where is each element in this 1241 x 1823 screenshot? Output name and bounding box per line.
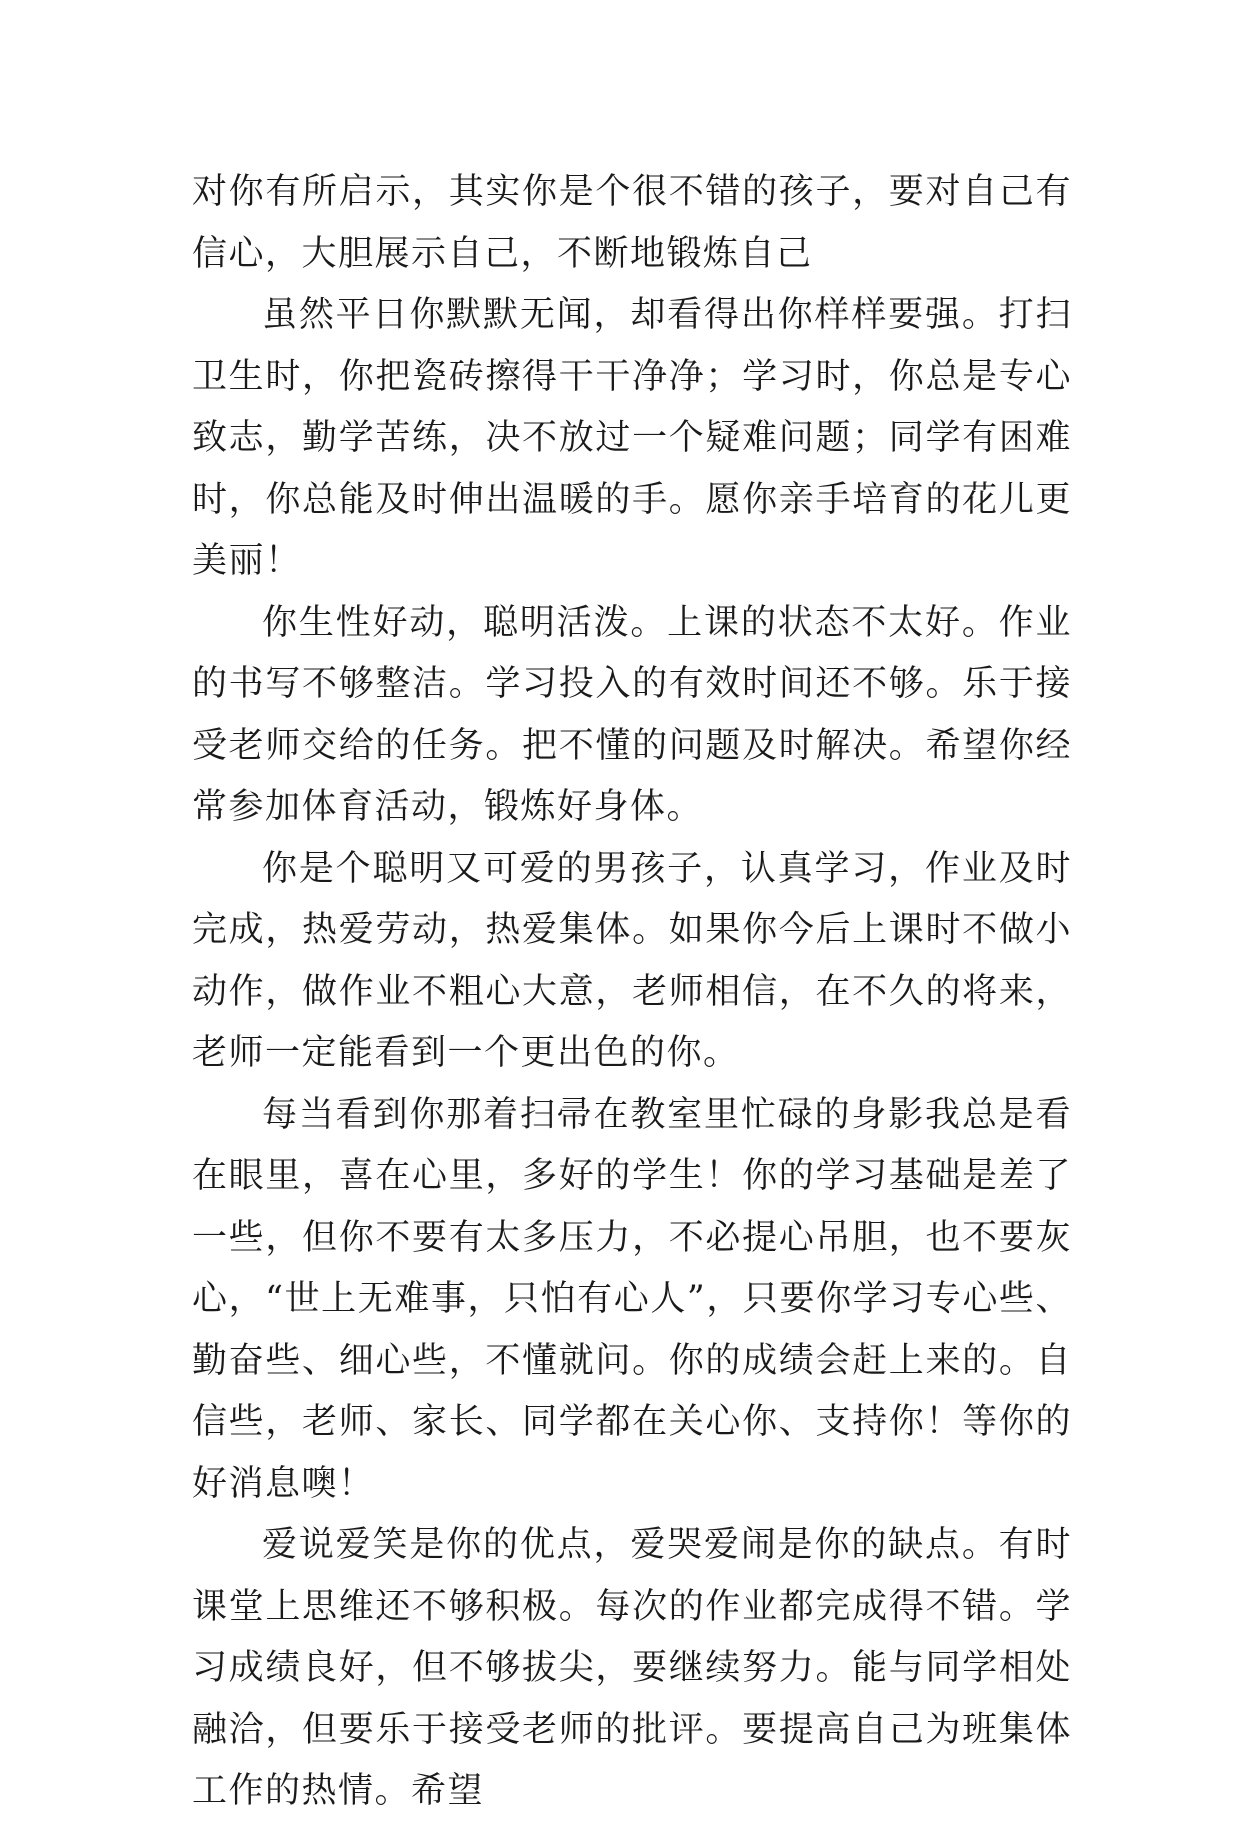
paragraph-comment-3: 你是个聪明又可爱的男孩子，认真学习，作业及时完成，热爱劳动，热爱集体。如果你今后上课时不做小动作，做作业不粗心大意，老师相信，在不久的将来，老师一定能看到一个更出色的你。 [192,848,1072,1073]
paragraph-continued: 对你有所启示，其实你是个很不错的孩子，要对自己有信心，大胆展示自己，不断地锻炼自己 [192,172,1072,274]
paragraph-comment-4: 每当看到你那着扫帚在教室里忙碌的身影我总是看在眼里，喜在心里，多好的学生！你的学习基础是差了一些，但你不要有太多压力，不必提心吊胆，也不要灰心，“世上无难事，只怕有心人”，只要你学习专心些、勤奋些、细心些，不懂就问。你的成绩会赶上来的。自信些，老师、家长、同学都在关心你、支持你！等你的好消息噢！ [192,1094,1072,1504]
paragraph-comment-2: 你生性好动，聪明活泼。上课的状态不太好。作业的书写不够整洁。学习投入的有效时间还不够。乐于接受老师交给的任务。把不懂的问题及时解决。希望你经常参加体育活动，锻炼好身体。 [192,602,1072,827]
paragraph-comment-5: 爱说爱笑是你的优点，爱哭爱闹是你的缺点。有时课堂上思维还不够积极。每次的作业都完成得不错。学习成绩良好，但不够拔尖，要继续努力。能与同学相处融洽，但要乐于接受老师的批评。要提高自己为班集体工作的热情。希望 [192,1525,1072,1811]
paragraph-comment-1: 虽然平日你默默无闻，却看得出你样样要强。打扫卫生时，你把瓷砖擦得干干净净；学习时，你总是专心致志，勤学苦练，决不放过一个疑难问题；同学有困难时，你总能及时伸出温暖的手。愿你亲手培育的花儿更美丽！ [192,295,1072,581]
document-body [192,162,1072,1823]
